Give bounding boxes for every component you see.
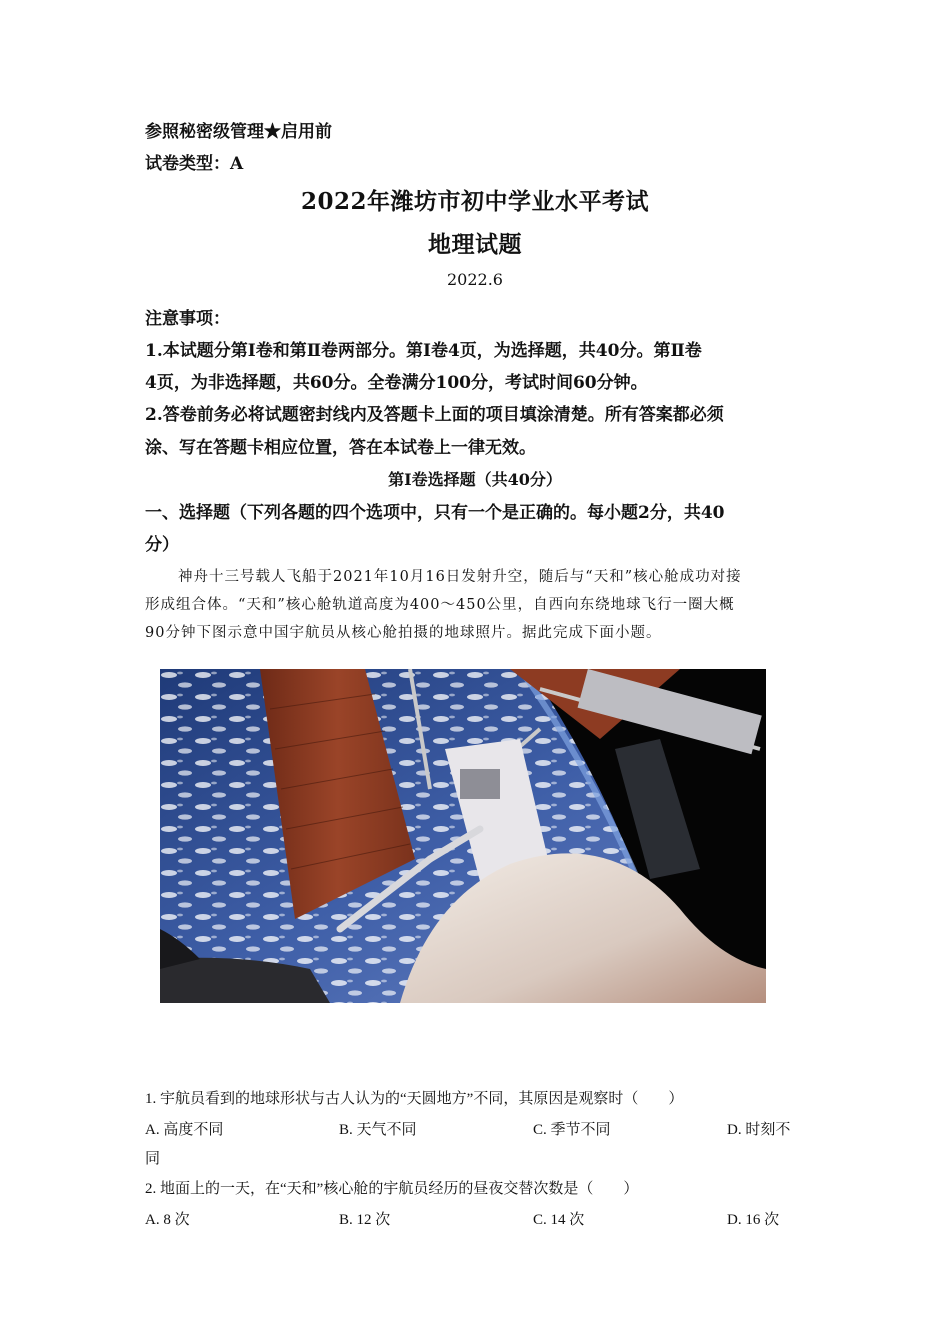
notice-item-1-cont: 4页，为非选择题，共60分。全卷满分100分，考试时间60分钟。 (145, 373, 648, 393)
question-1-stem: 1. 宇航员看到的地球形状与古人认为的“天圆地方”不同，其原因是观察时（ ） (145, 1091, 684, 1107)
question-1-option-d-wrap: 同 (145, 1151, 161, 1167)
part-heading-cont: 分） (145, 535, 179, 555)
question-2-stem: 2. 地面上的一天，在“天和”核心舱的宇航员经历的昼夜交替次数是（ ） (145, 1181, 639, 1197)
notice-item-2: 2.答卷前务必将试题密封线内及答题卡上面的项目填涂清楚。所有答案都必须 (145, 405, 724, 425)
earth-photo-illustration (160, 669, 766, 1003)
intro-paragraph-cont-2: 90分钟下图示意中国宇航员从核心舱拍摄的地球照片。据此完成下面小题。 (145, 625, 662, 641)
question-2-option-d: D. 16 次 (727, 1212, 780, 1228)
exam-title: 2022年潍坊市初中学业水平考试 (300, 188, 649, 215)
question-1-option-c: C. 季节不同 (533, 1122, 611, 1138)
intro-paragraph-cont-1: 形成组合体。“天和”核心舱轨道高度为400～450公里，自西向东绕地球飞行一圈大概 (145, 597, 735, 613)
secret-mark: 参照秘密级管理★启用前 (145, 122, 332, 142)
notice-heading: 注意事项： (145, 309, 230, 329)
part-heading: 一、选择题（下列各题的四个选项中，只有一个是正确的。每小题2分，共40 (145, 503, 725, 523)
question-2-option-a: A. 8 次 (145, 1212, 190, 1228)
section-title: 第Ⅰ卷选择题（共40分） (388, 470, 562, 489)
subject-title: 地理试题 (428, 231, 522, 258)
question-2-option-b: B. 12 次 (339, 1212, 391, 1228)
question-1-option-a: A. 高度不同 (145, 1122, 224, 1138)
earth-photo (160, 669, 766, 1003)
notice-item-2-cont: 涂、写在答题卡相应位置，答在本试卷上一律无效。 (145, 438, 536, 458)
exam-date: 2022.6 (447, 270, 503, 289)
question-1-option-d: D. 时刻不 (727, 1122, 791, 1138)
question-2-option-c: C. 14 次 (533, 1212, 585, 1228)
intro-paragraph: 神舟十三号载人飞船于2021年10月16日发射升空，随后与“天和”核心舱成功对接 (178, 569, 742, 585)
question-1-option-b: B. 天气不同 (339, 1122, 417, 1138)
notice-item-1: 1.本试题分第Ⅰ卷和第Ⅱ卷两部分。第Ⅰ卷4页，为选择题，共40分。第Ⅱ卷 (145, 341, 702, 361)
paper-type: 试卷类型：A (145, 154, 244, 174)
